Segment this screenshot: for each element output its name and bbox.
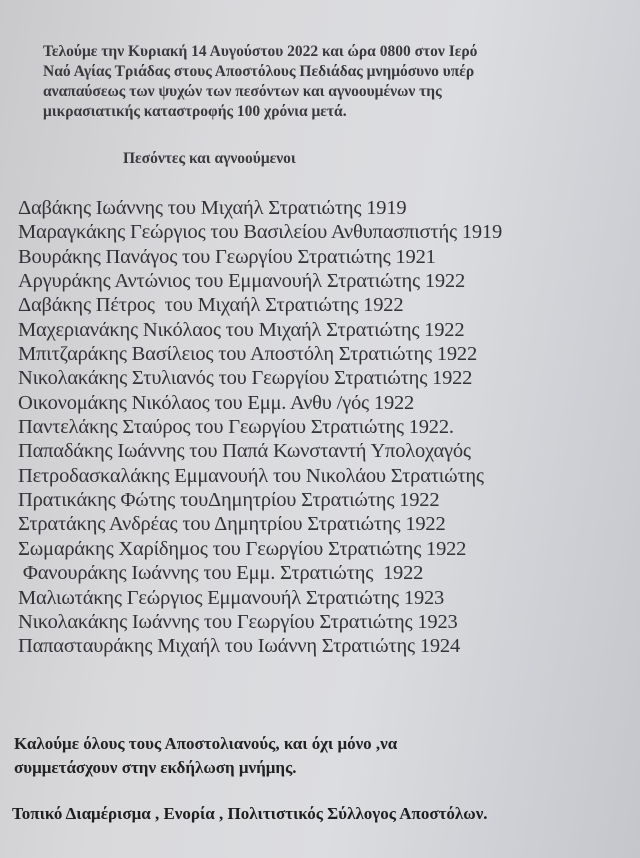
list-item: Οικονομάκης Νικόλαος του Εμμ. Ανθυ /γός 1922 — [18, 391, 415, 414]
list-item: Μαραγκάκης Γεώργιος του Βασιλείου Ανθυπασπιστής 1919 — [18, 221, 503, 244]
list-item: Σωμαράκης Χαρίδημος του Γεωργίου Στρατιώτης 1922 — [18, 537, 467, 560]
list-item: Αργυράκης Αντώνιος του Εμμανουήλ Στρατιώτης 1922 — [18, 270, 466, 293]
list-item: Μαλιωτάκης Γεώργιος Εμμανουήλ Στρατιώτης 1923 — [18, 586, 445, 609]
list-item: Μαχεριανάκης Νικόλαος του Μιχαήλ Στρατιώτης 1922 — [18, 318, 465, 341]
intro-line: αναπαύσεως των ψυχών των πεσόντων και αγνοουμένων της — [43, 83, 442, 100]
list-item: Νικολακάκης Ιωάννης του Γεωργίου Στρατιώτης 1923 — [18, 610, 458, 633]
list-item: Νικολακάκης Στυλιανός του Γεωργίου Στρατιώτης 1922 — [18, 367, 473, 390]
names-list — [18, 196, 502, 659]
intro-line: Τελούμε την Κυριακή 14 Αυγούστου 2022 και ώρα 0800 στον Ιερό — [43, 43, 478, 60]
intro-line: μικρασιατικής καταστροφής 100 χρόνια μετά. — [43, 103, 347, 120]
list-item: Μπιτζαράκης Βασίλειος του Αποστόλη Στρατιώτης 1922 — [18, 343, 478, 366]
list-item: Βουράκης Πανάγος του Γεωργίου Στρατιώτης 1921 — [18, 245, 436, 268]
list-item: Στρατάκης Ανδρέας του Δημητρίου Στρατιώτης 1922 — [18, 513, 446, 536]
list-item: Πετροδασκαλάκης Εμμανουήλ του Νικολάου Στρατιώτης — [18, 464, 484, 487]
list-item: Παντελάκης Σταύρος του Γεωργίου Στρατιώτης 1922. — [18, 416, 454, 439]
announcement-intro — [43, 42, 633, 122]
list-heading: Πεσόντες και αγνοούμενοι — [123, 150, 296, 167]
list-item: Πρατικάκης Φώτης τουΔημητρίου Στρατιώτης 1922 — [18, 489, 440, 512]
list-item: Παπαδάκης Ιωάννης του Παπά Κωνσταντή Υπολοχαγός — [18, 440, 471, 463]
list-item: Φανουράκης Ιωάννης του Εμμ. Στρατιώτης 1922 — [18, 562, 424, 585]
list-item: Παπασταυράκης Μιχαήλ του Ιωάννη Στρατιώτης 1924 — [18, 635, 461, 658]
list-item: Δαβάκης Ιωάννης του Μιχαήλ Στρατιώτης 1919 — [18, 197, 407, 219]
intro-line: Ναό Αγίας Τριάδας στους Αποστόλους Πεδιάδας μνημόσυνο υπέρ — [43, 63, 475, 80]
invite-line: Καλούμε όλους τους Αποστολιανούς, και όχι μόνο ,να — [14, 734, 398, 753]
invite-line: συμμετάσχουν στην εκδήλωση μνήμης. — [14, 758, 297, 777]
signature: Τοπικό Διαμέρισμα , Ενορία , Πολιτιστικός Σύλλογος Αποστόλων. — [12, 804, 488, 823]
invitation — [14, 732, 397, 780]
list-item: Δαβάκης Πέτρος του Μιχαήλ Στρατιώτης 1922 — [18, 294, 404, 317]
